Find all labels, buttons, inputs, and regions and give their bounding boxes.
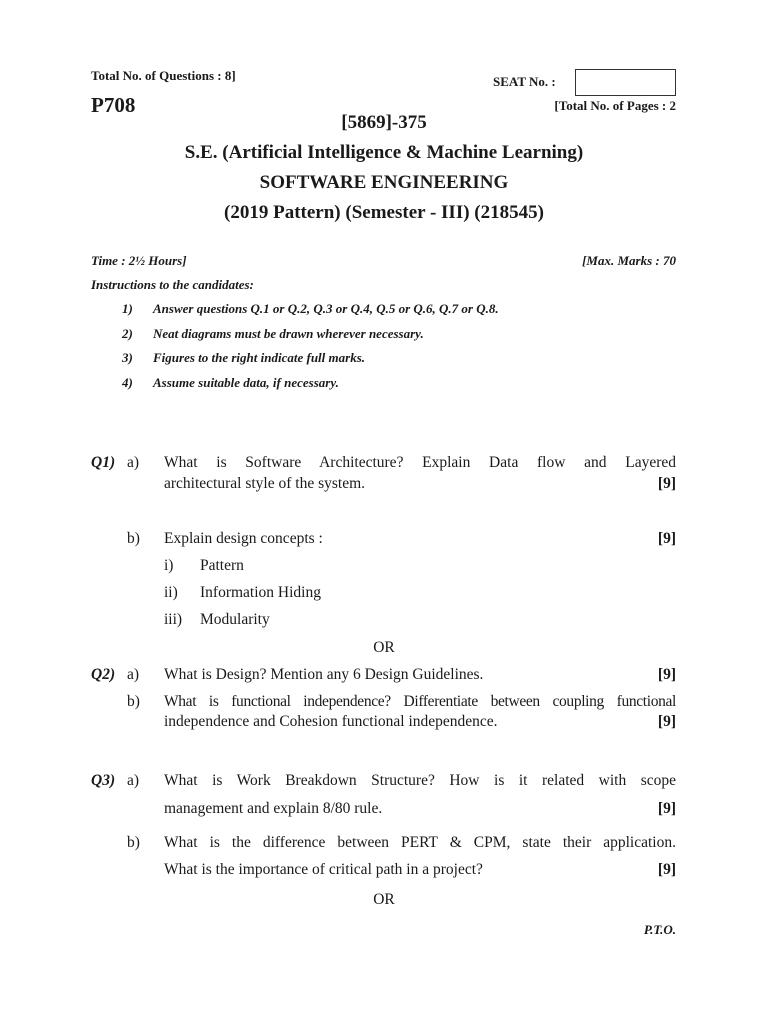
question-text: What is Software Architecture? Explain Data flow and Layered — [164, 454, 676, 471]
question-label-q1: Q1) — [91, 454, 116, 471]
marks: [9] — [657, 800, 676, 817]
instruction-text: Assume suitable data, if necessary. — [153, 375, 339, 390]
question-text: What is the importance of critical path in a project? — [164, 861, 483, 878]
seat-number-box — [575, 69, 676, 96]
or-divider: OR — [373, 639, 395, 656]
marks: [9] — [657, 666, 676, 683]
question-text: What is Design? Mention any 6 Design Guidelines. — [164, 666, 484, 683]
marks: [9] — [657, 713, 676, 730]
instruction-number: 1) — [122, 301, 133, 316]
paper-code: P708 — [91, 93, 136, 117]
instruction-number: 3) — [122, 350, 133, 365]
part-label: a) — [127, 666, 140, 683]
question-text: independence and Cohesion functional independence. — [164, 713, 498, 730]
part-label: b) — [127, 530, 140, 547]
marks: [9] — [657, 861, 676, 878]
question-text: management and explain 8/80 rule. — [164, 800, 383, 817]
pto-note: P.T.O. — [643, 922, 676, 937]
instruction-text: Answer questions Q.1 or Q.2, Q.3 or Q.4, Q.5 or Q.6, Q.7 or Q.8. — [153, 301, 499, 316]
exam-code: [5869]-375 — [341, 112, 427, 133]
pattern-title: (2019 Pattern) (Semester - III) (218545) — [224, 202, 544, 223]
question-text: What is the difference between PERT & CPM, state their application. — [164, 834, 676, 851]
question-text: What is Work Breakdown Structure? How is it related with scope — [164, 772, 676, 789]
part-label: a) — [127, 454, 140, 471]
max-marks: [Max. Marks : 70 — [582, 253, 676, 268]
instruction-text: Neat diagrams must be drawn wherever necessary. — [153, 326, 424, 341]
instruction-text: Figures to the right indicate full marks. — [153, 350, 366, 365]
part-label: b) — [127, 834, 140, 851]
sub-item-text: Pattern — [200, 557, 244, 574]
part-label: b) — [127, 693, 140, 710]
total-pages: [Total No. of Pages : 2 — [554, 98, 676, 113]
question-label-q3: Q3) — [91, 772, 116, 789]
sub-item-number: iii) — [164, 611, 183, 628]
sub-item-number: i) — [164, 557, 174, 574]
sub-item-text: Modularity — [200, 611, 270, 628]
instruction-number: 4) — [122, 375, 133, 390]
time-limit: Time : 2½ Hours] — [91, 253, 187, 268]
subject-title: SOFTWARE ENGINEERING — [259, 172, 509, 193]
or-divider: OR — [373, 891, 395, 908]
question-text: architectural style of the system. — [164, 475, 366, 492]
instructions-title: Instructions to the candidates: — [91, 277, 254, 292]
total-questions: Total No. of Questions : 8] — [91, 68, 236, 83]
part-label: a) — [127, 772, 140, 789]
sub-item-number: ii) — [164, 584, 178, 601]
sub-item-text: Information Hiding — [200, 584, 321, 601]
question-label-q2: Q2) — [91, 666, 116, 683]
marks: [9] — [657, 530, 676, 547]
question-text: Explain design concepts : — [164, 530, 323, 547]
seat-label: SEAT No. : — [493, 74, 556, 89]
instruction-number: 2) — [122, 326, 133, 341]
course-title: S.E. (Artificial Intelligence & Machine Learning) — [184, 142, 584, 163]
marks: [9] — [657, 475, 676, 492]
question-text: What is functional independence? Differentiate between coupling functional — [164, 693, 676, 710]
